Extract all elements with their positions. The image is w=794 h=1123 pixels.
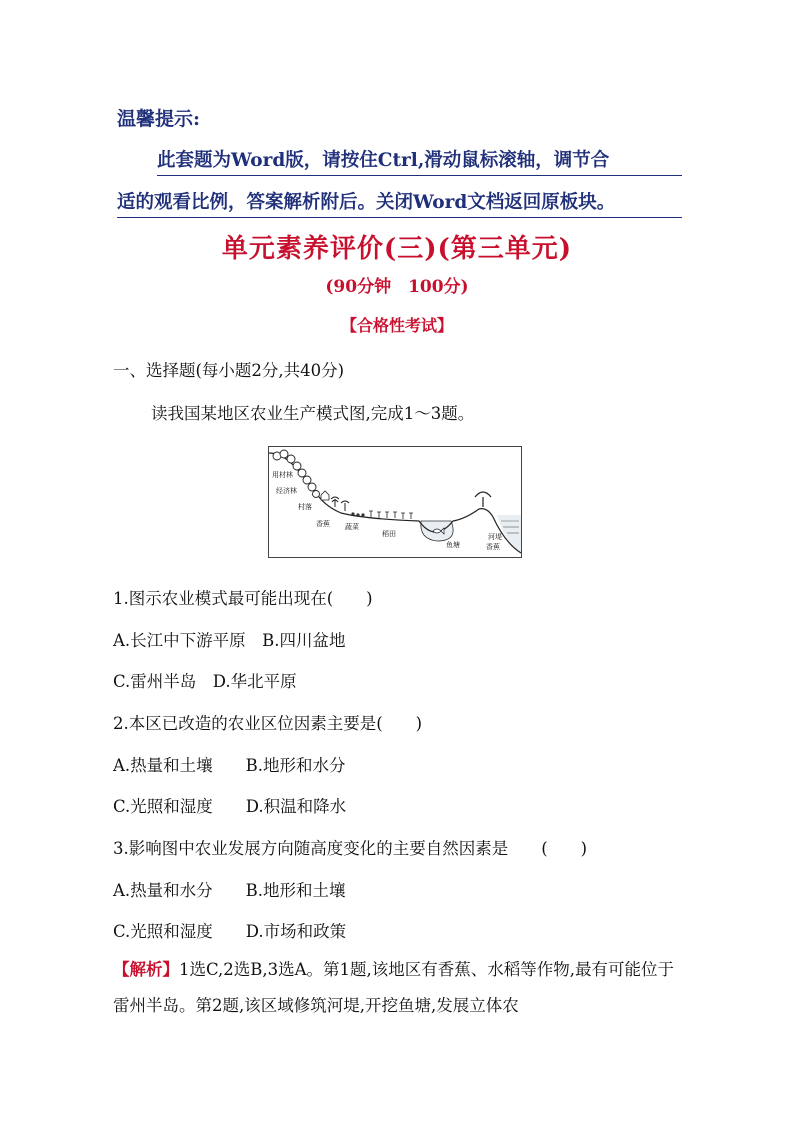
question-3-options-ab: A.热量和水分 B.地形和土壤 <box>113 881 346 900</box>
tip-line-1: 此套题为Word版，请按住Ctrl,滑动鼠标滚轴，调节合 <box>157 146 682 176</box>
label-econ-forest: 经济林 <box>276 487 297 495</box>
section-intro: 读我国某地区农业生产模式图,完成1～3题。 <box>151 404 475 423</box>
exam-type-label: 【合格性考试】 <box>340 316 453 335</box>
label-levee: 河堤 <box>488 533 502 541</box>
label-paddy: 稻田 <box>382 530 396 538</box>
label-village: 村落 <box>298 503 312 511</box>
tip-line-2: 适的观看比例，答案解析附后。关闭Word文档返回原板块。 <box>117 188 682 218</box>
analysis-label: 【解析】 <box>113 960 179 979</box>
analysis-paragraph <box>113 952 683 1024</box>
question-3-options-cd: C.光照和湿度 D.市场和政策 <box>113 922 347 941</box>
page-title: 单元素养评价(三)(第三单元) <box>221 234 573 264</box>
tip-title: 温馨提示: <box>117 108 201 130</box>
agriculture-mode-figure <box>268 446 522 558</box>
question-2-options-ab: A.热量和土壤 B.地形和水分 <box>113 756 346 775</box>
question-3-stem: 3.影响图中农业发展方向随高度变化的主要自然因素是 ( ) <box>113 839 588 858</box>
terrain-diagram <box>269 447 521 557</box>
village-house <box>321 491 329 500</box>
label-fishpond: 鱼塘 <box>446 541 460 549</box>
levee-tree <box>475 492 491 507</box>
question-1-stem: 1.图示农业模式最可能出现在( ) <box>113 589 373 608</box>
label-levee-banana: 香蕉 <box>486 543 500 551</box>
question-2-stem: 2.本区已改造的农业区位因素主要是( ) <box>113 714 423 733</box>
exam-duration: (90分钟 100分) <box>325 277 469 297</box>
label-banana: 香蕉 <box>316 520 330 528</box>
label-forest: 用材林 <box>272 471 293 479</box>
question-1-options-ab: A.长江中下游平原 B.四川盆地 <box>113 631 346 650</box>
label-vegetable: 蔬菜 <box>345 523 359 531</box>
section-heading: 一、选择题(每小题2分,共40分) <box>113 361 345 380</box>
analysis-text: 1选C,2选B,3选A。第1题,该地区有香蕉、水稻等作物,最有可能位于雷州半岛。第2题,该区域修筑河堤,开挖鱼塘,发展立体农 <box>113 960 675 1015</box>
question-1-options-cd: C.雷州半岛 D.华北平原 <box>113 672 297 691</box>
question-2-options-cd: C.光照和湿度 D.积温和降水 <box>113 797 347 816</box>
